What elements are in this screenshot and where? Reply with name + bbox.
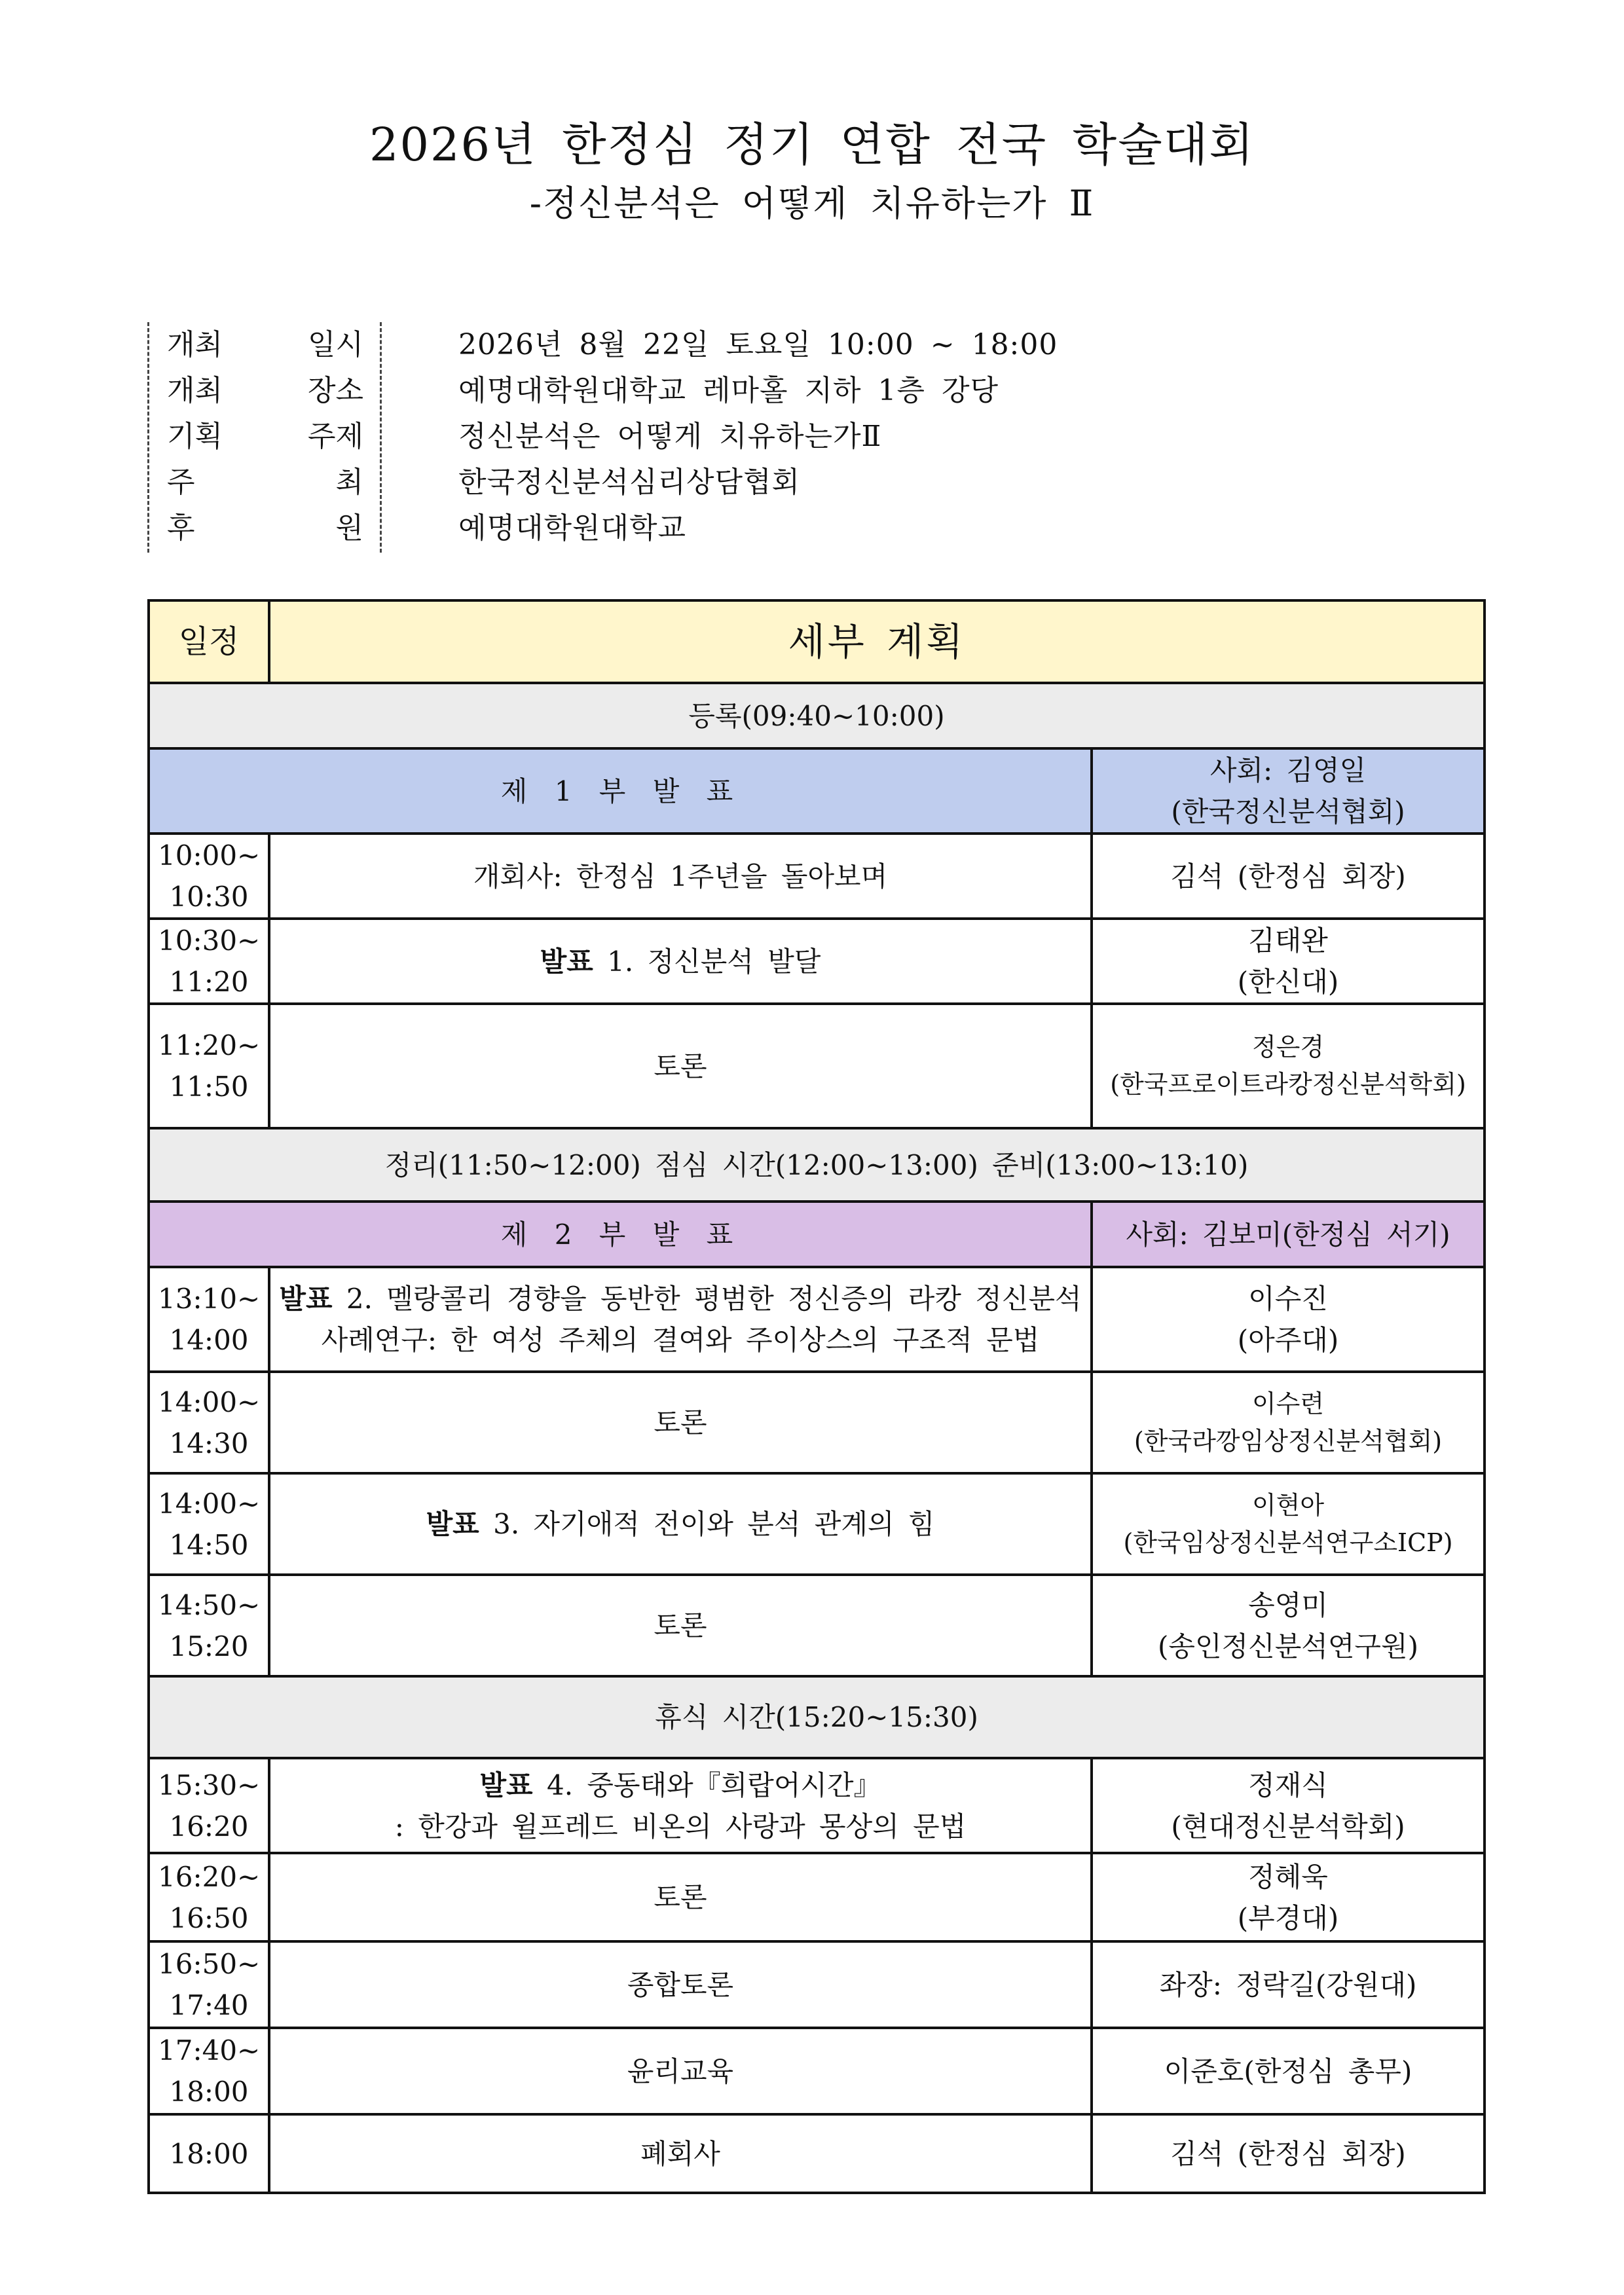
info-row-venue (147, 368, 1261, 414)
info-row-theme (147, 414, 1261, 460)
detail-cell: 토론 (269, 1575, 1092, 1676)
event-info (147, 322, 1261, 553)
info-label: 개최 일시 (167, 328, 363, 361)
registration-text: 등록(09:40~10:00) (149, 683, 1485, 748)
table-row (149, 834, 1485, 919)
detail-cell: 개회사: 한정심 1주년을 돌아보며 (269, 834, 1092, 919)
table-row (149, 1853, 1485, 1941)
detail-cell: 토론 (269, 1004, 1092, 1128)
break-row (149, 1676, 1485, 1758)
presenter-cell: 좌장: 정락길(강원대) (1092, 1941, 1485, 2028)
header-detail: 세부 계획 (269, 600, 1485, 683)
header-schedule: 일정 (149, 600, 269, 683)
table-row (149, 1372, 1485, 1473)
table-row (149, 1941, 1485, 2028)
table-row (149, 2114, 1485, 2193)
table-row (149, 1267, 1485, 1372)
info-label: 개최 장소 (167, 374, 363, 407)
time-cell: 17:40~ 18:00 (149, 2028, 269, 2114)
lunch-break-text: 정리(11:50~12:00) 점심 시간(12:00~13:00) 준비(13:00~13:10) (149, 1128, 1485, 1202)
presenter-cell: 이준호(한정심 총무) (1092, 2028, 1485, 2114)
detail-cell: 토론 (269, 1853, 1092, 1941)
time-cell: 11:20~ 11:50 (149, 1004, 269, 1128)
presenter-cell: 송영미 (송인정신분석연구원) (1092, 1575, 1485, 1676)
presenter-cell: 이수진 (아주대) (1092, 1267, 1485, 1372)
schedule-table (147, 599, 1486, 2194)
break-row (149, 1128, 1485, 1202)
time-cell: 16:50~ 17:40 (149, 1941, 269, 2028)
time-cell: 14:50~ 15:20 (149, 1575, 269, 1676)
part2-header-row (149, 1202, 1485, 1267)
document-subtitle: -정신분석은 어떻게 치유하는가 Ⅱ (529, 183, 1095, 224)
presenter-cell: 정재식 (현대정신분석학회) (1092, 1758, 1485, 1853)
presenter-cell: 김석 (한정심 회장) (1092, 834, 1485, 919)
info-label: 주 최 (167, 466, 363, 499)
info-row-date (147, 322, 1261, 368)
time-cell: 15:30~ 16:20 (149, 1758, 269, 1853)
detail-cell: 폐회사 (269, 2114, 1092, 2193)
detail-cell: 발표 3. 자기애적 전이와 분석 관계의 힘 (269, 1473, 1092, 1575)
table-header-row (149, 600, 1485, 683)
time-cell: 18:00 (149, 2114, 269, 2193)
rest-break-text: 휴식 시간(15:20~15:30) (149, 1676, 1485, 1758)
info-row-sponsor (147, 505, 1261, 551)
time-cell: 13:10~ 14:00 (149, 1267, 269, 1372)
detail-cell: 윤리교육 (269, 2028, 1092, 2114)
presenter-cell: 김석 (한정심 회장) (1092, 2114, 1485, 2193)
detail-cell: 토론 (269, 1372, 1092, 1473)
table-row (149, 919, 1485, 1004)
table-row (149, 1758, 1485, 1853)
presenter-cell: 이현아 (한국임상정신분석연구소ICP) (1092, 1473, 1485, 1575)
info-label: 후 원 (167, 511, 363, 545)
table-row (149, 2028, 1485, 2114)
info-value: 정신분석은 어떻게 치유하는가Ⅱ (458, 420, 882, 453)
info-value: 한국정신분석심리상담협회 (458, 466, 801, 499)
presenter-cell: 김태완 (한신대) (1092, 919, 1485, 1004)
info-value: 예명대학원대학교 레마홀 지하 1층 강당 (458, 374, 999, 407)
detail-cell: 발표 1. 정신분석 발달 (269, 919, 1092, 1004)
time-cell: 10:30~ 11:20 (149, 919, 269, 1004)
detail-cell: 발표 2. 멜랑콜리 경향을 동반한 평범한 정신증의 라캉 정신분석 사례연구: 한 여성 주체의 결여와 주이상스의 구조적 문법 (269, 1267, 1092, 1372)
table-row (149, 1004, 1485, 1128)
part1-header-row (149, 748, 1485, 834)
part1-moderator: 사회: 김영일 (한국정신분석협회) (1092, 748, 1485, 834)
part1-title: 제 1 부 발 표 (149, 748, 1092, 834)
info-label: 기획 주제 (167, 420, 363, 453)
document-title: 2026년 한정심 정기 연합 전국 학술대회 (369, 118, 1255, 172)
info-value: 예명대학원대학교 (458, 511, 687, 545)
info-row-host (147, 460, 1261, 505)
time-cell: 14:00~ 14:30 (149, 1372, 269, 1473)
table-row (149, 1575, 1485, 1676)
registration-row (149, 683, 1485, 748)
part2-title: 제 2 부 발 표 (149, 1202, 1092, 1267)
info-value: 2026년 8월 22일 토요일 10:00 ~ 18:00 (458, 328, 1058, 361)
detail-cell: 발표 4. 중동태와『희랍어시간』 : 한강과 윌프레드 비온의 사랑과 몽상의 문법 (269, 1758, 1092, 1853)
presenter-cell: 정혜욱 (부경대) (1092, 1853, 1485, 1941)
presenter-cell: 정은경 (한국프로이트라캉정신분석학회) (1092, 1004, 1485, 1128)
time-cell: 16:20~ 16:50 (149, 1853, 269, 1941)
table-row (149, 1473, 1485, 1575)
part2-moderator: 사회: 김보미(한정심 서기) (1092, 1202, 1485, 1267)
presenter-cell: 이수련 (한국라깡임상정신분석협회) (1092, 1372, 1485, 1473)
detail-cell: 종합토론 (269, 1941, 1092, 2028)
time-cell: 14:00~ 14:50 (149, 1473, 269, 1575)
time-cell: 10:00~ 10:30 (149, 834, 269, 919)
